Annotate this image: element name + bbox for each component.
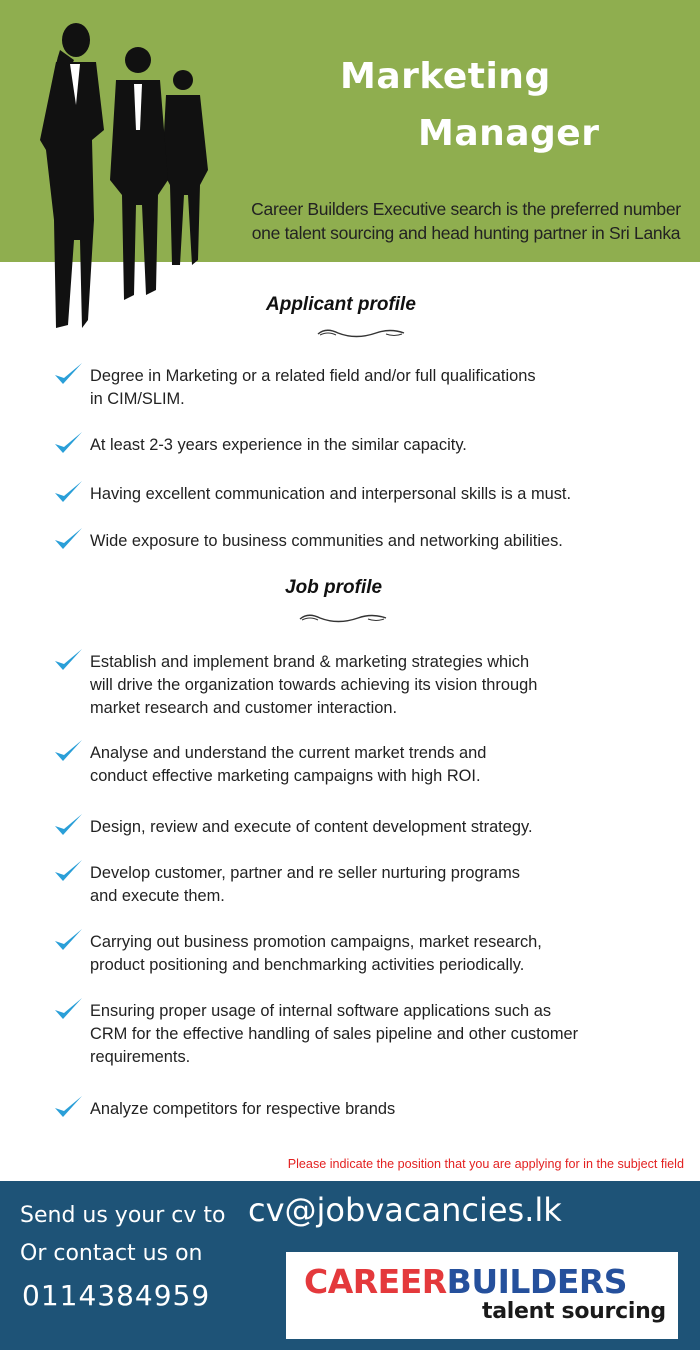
check-icon xyxy=(52,646,84,674)
check-icon xyxy=(52,525,84,553)
send-cv-label: Send us your cv to xyxy=(20,1203,226,1228)
email-link[interactable]: cv@jobvacancies.lk xyxy=(248,1191,562,1229)
job-title-line2: Manager xyxy=(418,113,600,154)
careerbuilders-logo xyxy=(286,1252,678,1339)
check-icon xyxy=(52,478,84,506)
swirl-divider-icon xyxy=(316,325,406,341)
check-icon xyxy=(52,857,84,885)
tagline-line1: Career Builders Executive search is the preferred number xyxy=(251,199,681,219)
check-icon xyxy=(52,737,84,765)
phone-number[interactable]: 0114384959 xyxy=(22,1279,211,1312)
applicant-profile-heading: Applicant profile xyxy=(266,294,416,315)
company-tagline xyxy=(236,197,696,245)
logo-tagline: talent sourcing xyxy=(482,1299,666,1324)
check-icon xyxy=(52,926,84,954)
logo-wordmark: CAREERBUILDERS xyxy=(304,1262,628,1301)
job-profile-heading: Job profile xyxy=(285,577,383,598)
subject-field-note: Please indicate the position that you are applying for in the subject field xyxy=(287,1157,684,1171)
check-icon xyxy=(52,811,84,839)
swirl-divider-icon xyxy=(298,610,388,626)
tagline-line2: one talent sourcing and head hunting partner in Sri Lanka xyxy=(251,223,681,243)
check-icon xyxy=(52,995,84,1023)
business-people-silhouette xyxy=(30,20,230,340)
check-icon xyxy=(52,429,84,457)
contact-label: Or contact us on xyxy=(20,1241,203,1266)
check-icon xyxy=(52,1093,84,1121)
job-title-line1: Marketing xyxy=(340,56,551,97)
check-icon xyxy=(52,360,84,388)
contact-footer xyxy=(0,1181,700,1350)
